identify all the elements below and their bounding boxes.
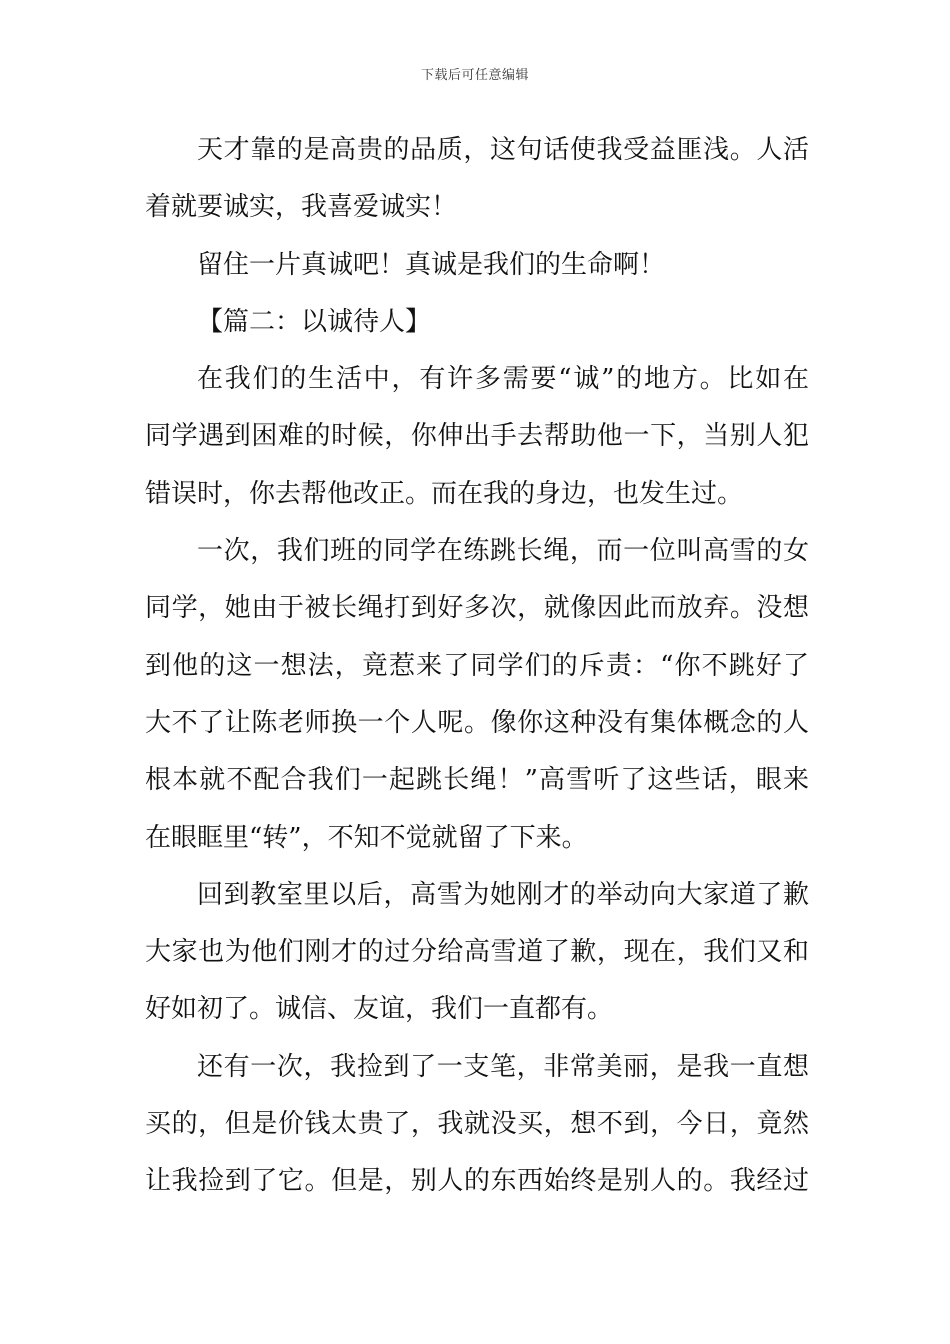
text-line: 好如初了。诚信、友谊，我们一直都有。 — [145, 994, 614, 1025]
text-line: 着就要诚实，我喜爱诚实！ — [145, 192, 458, 223]
text-line: 一次，我们班的同学在练跳长绳，而一位叫高雪的女 — [197, 536, 809, 567]
text-line: 还有一次，我捡到了一支笔，非常美丽，是我一直想 — [197, 1051, 809, 1082]
text-line: 根本就不配合我们一起跳长绳！”高雪听了这些话，眼来 — [145, 765, 809, 796]
text-line: 同学，她由于被长绳打到好多次，就像因此而放弃。没想 — [145, 593, 809, 624]
text-line: 让我捡到了它。但是，别人的东西始终是别人的。我经过 — [145, 1166, 809, 1197]
text-line: 大不了让陈老师换一个人呢。像你这种没有集体概念的人 — [145, 707, 809, 738]
text-line: 同学遇到困难的时候，你伸出手去帮助他一下，当别人犯 — [145, 421, 809, 452]
page-header: 下载后可任意编辑 — [420, 68, 529, 83]
text-line: 大家也为他们刚才的过分给高雪道了歉，现在，我们又和 — [145, 937, 809, 968]
text-line: 在眼眶里“转”，不知不觉就留了下来。 — [145, 822, 588, 853]
text-line: 留住一片真诚吧！真诚是我们的生命啊！ — [197, 249, 666, 280]
text-line: 天才靠的是高贵的品质，这句话使我受益匪浅。人活 — [197, 135, 809, 165]
text-line: 到他的这一想法，竟惹来了同学们的斥责：“你不跳好了 — [145, 650, 809, 681]
document-body — [145, 122, 809, 1211]
text-line: 买的，但是价钱太贵了，我就没买，想不到，今日，竟然 — [145, 1109, 809, 1140]
text-line: 回到教室里以后，高雪为她刚才的举动向大家道了歉 — [197, 879, 809, 910]
section-heading: 【篇二：以诚待人】 — [197, 306, 432, 337]
text-line: 错误时，你去帮他改正。而在我的身边，也发生过。 — [145, 478, 744, 509]
text-line: 在我们的生活中，有许多需要“诚”的地方。比如在 — [197, 364, 809, 395]
